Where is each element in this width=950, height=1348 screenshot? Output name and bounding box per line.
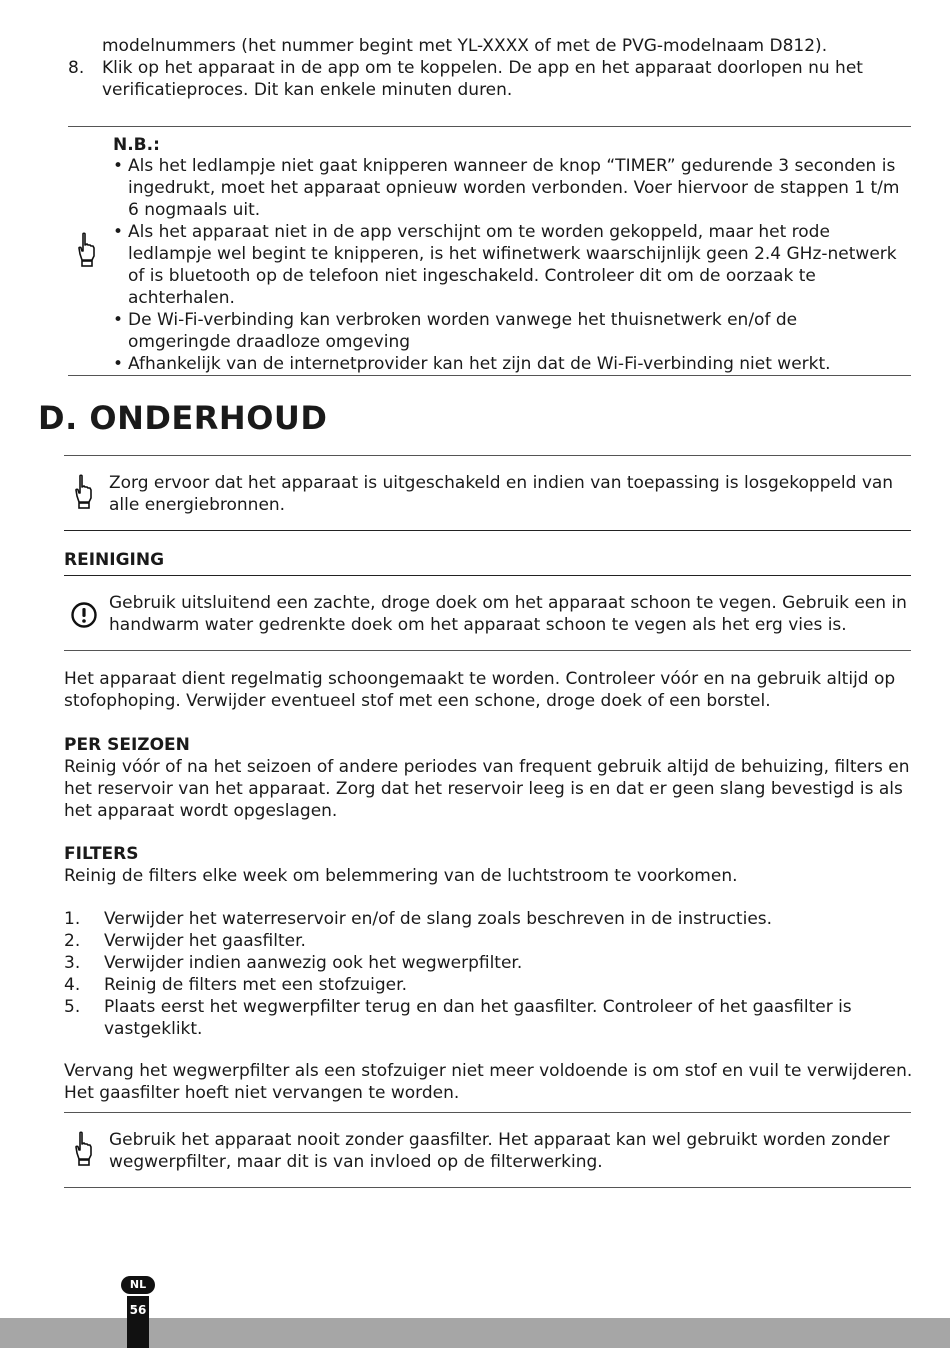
filter-note: Gebruik het apparaat nooit zonder gaasfilter. Het apparaat kan wel gebruikt worden zonder wegwerpfilter, maar dit is van invloed op de filterwerking. (109, 1130, 890, 1172)
filters-heading: FILTERS (64, 844, 139, 864)
pointing-hand-icon (73, 474, 95, 516)
step-text: Plaats eerst het wegwerpfilter terug en dan het gaasfilter. Controleer of het gaasfilter is vastgeklikt. (104, 997, 852, 1039)
step-text: Verwijder het gaasfilter. (104, 931, 306, 951)
note-bullet: • Als het ledlampje niet gaat knipperen wanneer de knop “TIMER” gedurende 3 seconden is ingedrukt, moet het apparaat opnieuw worden verbonden. Voer hiervoor de stappen 1 t/m 6 nogmaals uit. (113, 155, 903, 221)
list-item (64, 974, 864, 996)
list-item (64, 952, 864, 974)
step-number: 1. (64, 909, 81, 929)
step-8-text: Klik op het apparaat in de app om te koppelen. De app en het apparaat doorlopen nu het verificatieproces. Dit kan enkele minuten duren. (102, 58, 863, 100)
step-number: 3. (64, 953, 81, 973)
list-item (64, 908, 864, 930)
cleaning-heading: REINIGING (64, 550, 165, 570)
list-item (64, 930, 864, 952)
exclamation-circle-icon (70, 601, 98, 635)
note-box-top-rule (68, 126, 911, 127)
step-text: Verwijder het waterreservoir en/of de slang zoals beschreven in de instructies. (104, 909, 773, 929)
page-number: 56 (129, 1303, 147, 1317)
section-heading: D. ONDERHOUD (38, 399, 328, 437)
step-text: Reinig de filters met een stofzuiger. (104, 975, 407, 995)
language-badge: NL (121, 1276, 155, 1294)
filter-note-top-rule (64, 1112, 911, 1113)
list-item (64, 996, 864, 1040)
note-bullet: • De Wi-Fi-verbinding kan verbroken worden vanwege het thuisnetwerk en/of de omgeringde draadloze omgeving (113, 309, 903, 353)
pointing-hand-icon (76, 232, 98, 274)
power-off-note: Zorg ervoor dat het apparaat is uitgeschakeld en indien van toepassing is losgekoppeld van alle energiebronnen. (109, 473, 894, 515)
filter-note-bottom-rule (64, 1187, 911, 1188)
season-heading: PER SEIZOEN (64, 735, 190, 755)
note-bullet: • Als het apparaat niet in de app verschijnt om te worden gekoppeld, maar het rode ledlampje wel begint te knipperen, is het wifinetwerk waarschijnlijk geen 2.4 GHz-netwerk of is bluetooth op de telefoon niet ingeschakeld. Controleer dit om de oorzaak te achterhalen. (113, 221, 903, 309)
step-number: 4. (64, 975, 81, 995)
step-7-continuation: modelnummers (het nummer begint met YL-XXXX of met de PVG-modelnaam D812). (102, 36, 828, 56)
cleaning-warning: Gebruik uitsluitend een zachte, droge doek om het apparaat schoon te vegen. Gebruik een in handwarm water gedrenkte doek om het apparaat schoon te vegen als het erg vies is. (109, 593, 907, 635)
note-bullet-list (113, 155, 903, 375)
filter-steps-list (64, 908, 864, 1040)
cleaning-heading-rule (64, 575, 911, 576)
note-box-title (113, 134, 160, 156)
step-number: 5. (64, 997, 81, 1017)
replace-filter-paragraph: Vervang het wegwerpfilter als een stofzuiger niet meer voldoende is om stof en vuil te verwijderen. Het gaasfilter hoeft niet vervangen te worden. (64, 1061, 913, 1103)
note-box-bottom-rule (68, 375, 911, 376)
step-8 (68, 57, 892, 101)
power-note-top-rule (64, 455, 911, 456)
season-text: Reinig vóór of na het seizoen of andere periodes van frequent gebruik altijd de behuizing, filters en het reservoir van het apparaat. Zorg dat het reservoir leeg is en dat er geen slang bevestigd is als het apparaat wordt opgeslagen. (64, 757, 910, 821)
step-text: Verwijder indien aanwezig ook het wegwerpfilter. (104, 953, 523, 973)
filters-intro: Reinig de filters elke week om belemmering van de luchtstroom te voorkomen. (64, 866, 738, 886)
power-note-bottom-rule (64, 530, 911, 531)
step-8-number: 8. (68, 58, 85, 78)
cleaning-warning-bottom-rule (64, 650, 911, 651)
pointing-hand-icon (73, 1131, 95, 1173)
cleaning-paragraph: Het apparaat dient regelmatig schoongemaakt te worden. Controleer vóór en na gebruik altijd op stofophoping. Verwijder eventueel stof met een schone, droge doek of een borstel. (64, 669, 896, 711)
step-number: 2. (64, 931, 81, 951)
note-bullet: • Afhankelijk van de internetprovider kan het zijn dat de Wi-Fi-verbinding niet werkt. (113, 353, 903, 375)
note-title-text: N.B.: (113, 135, 160, 155)
